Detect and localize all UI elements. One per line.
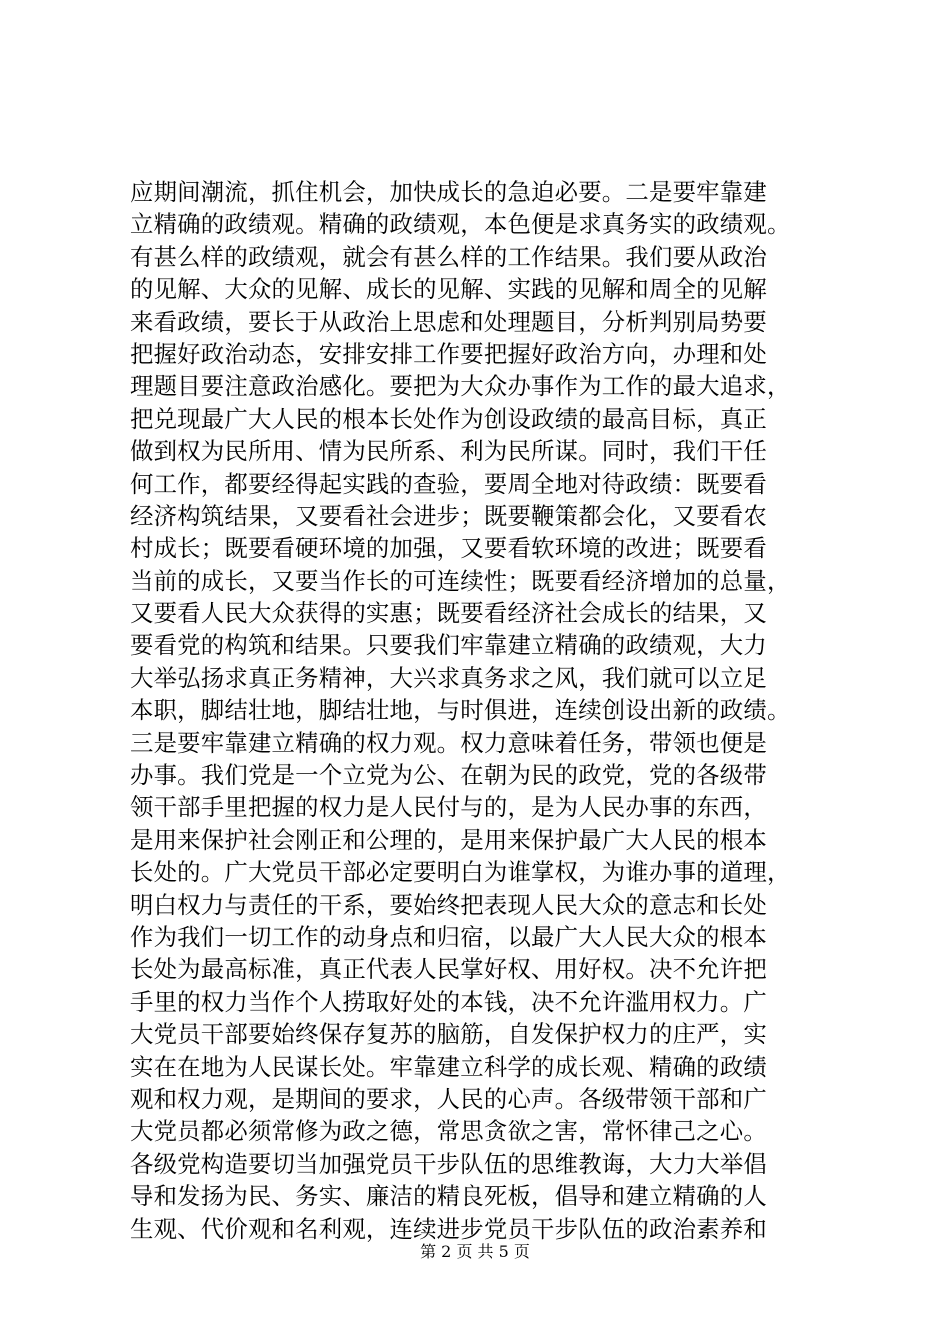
text-line: 做到权为民所用、情为民所系、利为民所谋。同时，我们干任 bbox=[130, 437, 767, 466]
text-line: 把兑现最广大人民的根本长处作为创设政绩的最高目标，真正 bbox=[130, 404, 767, 433]
text-line: 作为我们一切工作的动身点和归宿，以最广大人民大众的根本 bbox=[130, 922, 767, 951]
text-line: 来看政绩，要长于从政治上思虑和处理题目，分析判别局势要 bbox=[130, 307, 767, 336]
text-line: 领干部手里把握的权力是人民付与的，是为人民办事的东西， bbox=[130, 793, 767, 822]
text-line: 长处为最高标准，真正代表人民掌好权、用好权。决不允许把 bbox=[130, 955, 767, 984]
text-line: 本职，脚结壮地，脚结壮地，与时俱进，连续创设出新的政绩。 bbox=[130, 696, 791, 725]
text-line: 当前的成长，又要当作长的可连续性；既要看经济增加的总量， bbox=[130, 566, 791, 595]
page-footer: 第 2 页 共 5 页 bbox=[420, 1242, 530, 1261]
text-line: 又要看人民大众获得的实惠；既要看经济社会成长的结果，又 bbox=[130, 599, 767, 628]
text-line: 生观、代价观和名利观，连续进步党员干步队伍的政治素养和 bbox=[130, 1214, 767, 1243]
text-line: 有甚么样的政绩观，就会有甚么样的工作结果。我们要从政治 bbox=[130, 242, 767, 271]
body-text bbox=[130, 176, 830, 1245]
text-line: 各级党构造要切当加强党员干步队伍的思维教诲，大力大举倡 bbox=[130, 1149, 767, 1178]
text-line: 何工作，都要经得起实践的查验，要周全地对待政绩：既要看 bbox=[130, 469, 767, 498]
text-line: 大党员都必须常修为政之德，常思贪欲之害，常怀律己之心。 bbox=[130, 1117, 767, 1146]
text-line: 是用来保护社会刚正和公理的，是用来保护最广大人民的根本 bbox=[130, 825, 767, 854]
text-line: 手里的权力当作个人捞取好处的本钱，决不允许滥用权力。广 bbox=[130, 987, 767, 1016]
text-line: 大举弘扬求真正务精神，大兴求真务求之风，我们就可以立足 bbox=[130, 663, 767, 692]
text-line: 明白权力与责任的干系，要始终把表现人民大众的意志和长处 bbox=[130, 890, 767, 919]
text-line: 观和权力观，是期间的要求，人民的心声。各级带领干部和广 bbox=[130, 1084, 767, 1113]
text-line: 要看党的构筑和结果。只要我们牢靠建立精确的政绩观，大力 bbox=[130, 631, 767, 660]
text-line: 理题目要注意政治感化。要把为大众办事作为工作的最大追求， bbox=[130, 372, 791, 401]
text-line: 大党员干部要始终保存复苏的脑筋，自发保护权力的庄严，实 bbox=[130, 1020, 767, 1049]
text-line: 村成长；既要看硬环境的加强，又要看软环境的改进；既要看 bbox=[130, 534, 767, 563]
text-line: 导和发扬为民、务实、廉洁的精良死板，倡导和建立精确的人 bbox=[130, 1182, 767, 1211]
text-line: 办事。我们党是一个立党为公、在朝为民的政党，党的各级带 bbox=[130, 761, 767, 790]
text-line: 经济构筑结果，又要看社会进步；既要鞭策都会化，又要看农 bbox=[130, 501, 767, 530]
text-line: 长处的。广大党员干部必定要明白为谁掌权，为谁办事的道理， bbox=[130, 858, 791, 887]
text-line: 应期间潮流，抓住机会，加快成长的急迫必要。二是要牢靠建 bbox=[130, 178, 767, 206]
text-line: 把握好政治动态，安排安排工作要把握好政治方向，办理和处 bbox=[130, 339, 767, 368]
text-line: 三是要牢靠建立精确的权力观。权力意味着任务，带领也便是 bbox=[130, 728, 767, 757]
text-line: 的见解、大众的见解、成长的见解、实践的见解和周全的见解 bbox=[130, 275, 767, 304]
text-line: 实在在地为人民谋长处。牢靠建立科学的成长观、精确的政绩 bbox=[130, 1052, 767, 1081]
text-line: 立精确的政绩观。精确的政绩观，本色便是求真务实的政绩观。 bbox=[130, 210, 791, 239]
